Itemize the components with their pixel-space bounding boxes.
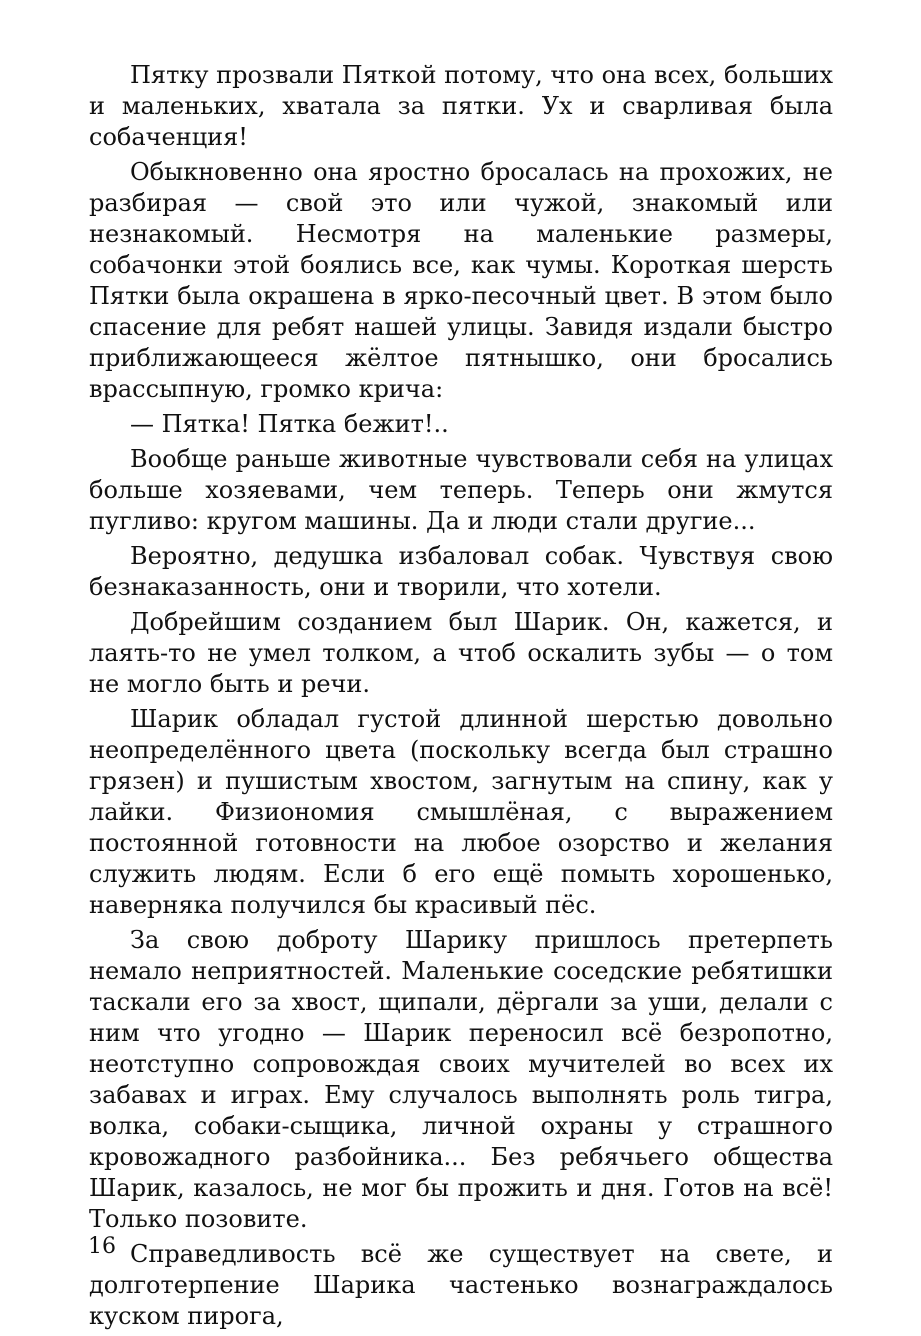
paragraph-9: Справедливость всё же существует на свете, и долготерпение Шарика частенько вознаграждалось куском пирога, bbox=[89, 1240, 833, 1330]
paragraph-7: Шарик обладал густой длинной шерстью довольно неопределённого цвета (поскольку всегда был страшно грязен) и пушистым хвостом, загнутым на спину, как у лайки. Физиономия смышлёная, с выражением постоянной готовности на любое озорство и желания служить людям. Если б его ещё помыть хорошенько, наверняка получился бы красивый пёс. bbox=[89, 705, 833, 919]
paragraph-2: Обыкновенно она яростно бросалась на прохожих, не разбирая — свой это или чужой, знакомый или незнакомый. Несмотря на маленькие размеры, собачонки этой боялись все, как чумы. Короткая шерсть Пятки была окрашена в ярко-песочный цвет. В этом было спасение для ребят нашей улицы. Завидя издали быстро приближающееся жёлтое пятнышко, они бросались врассыпную, громко крича: bbox=[89, 158, 833, 403]
body-text bbox=[89, 60, 833, 1336]
paragraph-8: За свою доброту Шарику пришлось претерпеть немало неприятностей. Маленькие соседские ребятишки таскали его за хвост, щипали, дёргали за уши, делали с ним что угодно — Шарик переносил всё безропотно, неотступно сопровождая своих мучителей во всех их забавах и играх. Ему случалось выполнять роль тигра, волка, собаки-сыщика, личной охраны у страшного кровожадного разбойника... Без ребячьего общества Шарик, казалось, не мог бы прожить и дня. Готов на всё! Только позовите. bbox=[89, 926, 833, 1233]
paragraph-4: Вообще раньше животные чувствовали себя на улицах больше хозяевами, чем теперь. Теперь они жмутся пугливо: кругом машины. Да и люди стали другие... bbox=[89, 445, 833, 535]
paragraph-5: Вероятно, дедушка избаловал собак. Чувствуя свою безнаказанность, они и творили, что хотели. bbox=[89, 542, 833, 601]
page-number: 16 bbox=[88, 1234, 116, 1259]
paragraph-6: Добрейшим созданием был Шарик. Он, кажется, и лаять-то не умел толком, а чтоб оскалить зубы — о том не могло быть и речи. bbox=[89, 608, 833, 698]
paragraph-3-dialogue: — Пятка! Пятка бежит!.. bbox=[130, 410, 449, 438]
paragraph-1: Пятку прозвали Пяткой потому, что она всех, больших и маленьких, хватала за пятки. Ух и сварливая была собаченция! bbox=[89, 61, 833, 151]
